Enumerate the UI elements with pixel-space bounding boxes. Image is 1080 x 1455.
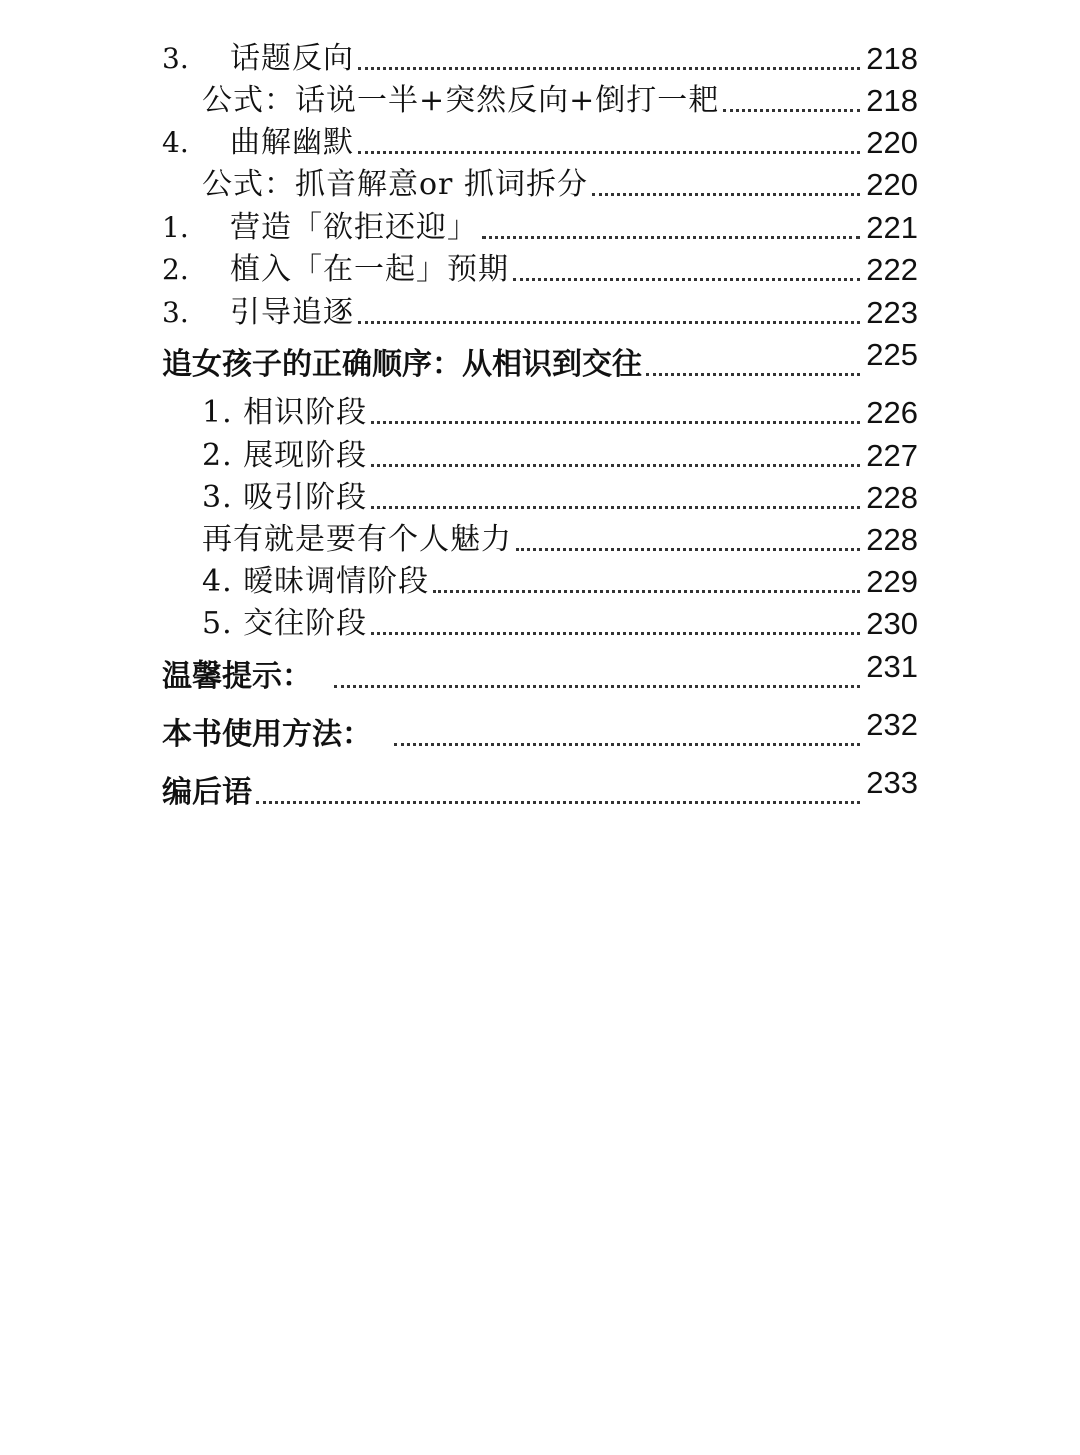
dot-leader <box>358 67 860 70</box>
toc-entry-page: 226 <box>866 395 918 430</box>
toc-heading-label: 本书使用方法： <box>162 717 372 752</box>
toc-heading-courtship-order <box>162 337 918 386</box>
toc-entry-label: 再有就是要有个人魅力 <box>202 522 512 557</box>
toc-entry-page: 218 <box>866 83 918 118</box>
toc-entry-page: 228 <box>866 480 918 515</box>
toc-entry-label: 话题反向 <box>230 41 354 76</box>
toc-entry-label: 公式：抓音解意or 抓词拆分 <box>202 167 588 202</box>
dot-leader <box>371 632 860 635</box>
dot-leader <box>371 421 860 424</box>
toc-entry-topic-reversal <box>162 38 918 80</box>
toc-entry-label: 1. 相识阶段 <box>202 395 368 430</box>
toc-entry-label: 引导追逐 <box>230 295 354 330</box>
toc-entry-flirting-stage <box>202 561 918 603</box>
toc-entry-label: 公式：话说一半+突然反向+倒打一耙 <box>202 83 720 118</box>
dot-leader <box>516 548 860 551</box>
toc-entry-page: 222 <box>866 252 918 287</box>
toc-entry-number: 4. <box>162 126 189 159</box>
toc-entry-page: 227 <box>866 438 918 473</box>
dot-leader <box>371 506 860 509</box>
toc-entry-together-expectation <box>162 249 918 291</box>
toc-heading-warm-tips <box>162 649 918 698</box>
toc-entry-number: 3. <box>162 42 189 75</box>
toc-entry-page: 229 <box>866 564 918 599</box>
toc-entry-label: 3. 吸引阶段 <box>202 480 368 515</box>
toc-heading-afterword <box>162 765 918 814</box>
toc-entry-page: 220 <box>866 125 918 160</box>
toc-entry-label: 4. 暧昧调情阶段 <box>202 564 430 599</box>
dot-leader <box>723 109 860 112</box>
dot-leader <box>371 464 860 467</box>
toc-heading-how-to-use <box>162 707 918 756</box>
toc-entry-number: 3. <box>162 296 189 329</box>
toc-entry-label: 植入「在一起」预期 <box>230 252 509 287</box>
toc-entry-personal-charm <box>202 519 918 561</box>
toc-entry-label: 营造「欲拒还迎」 <box>230 210 478 245</box>
toc-entry-page: 221 <box>866 210 918 245</box>
toc-entry-formula-pun <box>202 164 918 206</box>
toc-entry-number: 2. <box>162 253 189 286</box>
toc-heading-label: 温馨提示： <box>162 659 312 694</box>
toc-entry-acquaintance-stage <box>202 392 918 434</box>
dot-leader <box>358 321 860 324</box>
toc-entry-guide-pursuit <box>162 292 918 334</box>
toc-entry-page: 218 <box>866 41 918 76</box>
toc-entry-label: 2. 展现阶段 <box>202 438 368 473</box>
toc-entry-attraction-stage <box>202 477 918 519</box>
toc-entry-misinterpret-humor <box>162 122 918 164</box>
dot-leader <box>513 278 860 281</box>
dot-leader <box>394 743 860 746</box>
toc-entry-page: 230 <box>866 606 918 641</box>
dot-leader <box>334 685 860 688</box>
toc-entry-page: 225 <box>866 337 918 372</box>
dot-leader <box>646 373 860 376</box>
dot-leader <box>358 151 860 154</box>
toc-entry-formula-reversal <box>202 80 918 122</box>
toc-entry-label: 5. 交往阶段 <box>202 606 368 641</box>
toc-heading-label: 追女孩子的正确顺序：从相识到交往 <box>162 347 642 382</box>
toc-entry-page: 228 <box>866 522 918 557</box>
toc-entry-label: 曲解幽默 <box>230 125 354 160</box>
dot-leader <box>433 590 860 593</box>
toc-entry-dating-stage <box>202 603 918 645</box>
toc-entry-page: 223 <box>866 295 918 330</box>
toc-entry-page: 220 <box>866 167 918 202</box>
dot-leader <box>592 193 860 196</box>
dot-leader <box>256 801 860 804</box>
toc-entry-play-hard-to-get <box>162 207 918 249</box>
toc-entry-page: 231 <box>866 649 918 684</box>
toc-entry-page: 233 <box>866 765 918 800</box>
toc-entry-page: 232 <box>866 707 918 742</box>
toc-entry-display-stage <box>202 435 918 477</box>
dot-leader <box>482 236 860 239</box>
toc-entry-number: 1. <box>162 211 189 244</box>
toc-heading-label: 编后语 <box>162 775 252 810</box>
